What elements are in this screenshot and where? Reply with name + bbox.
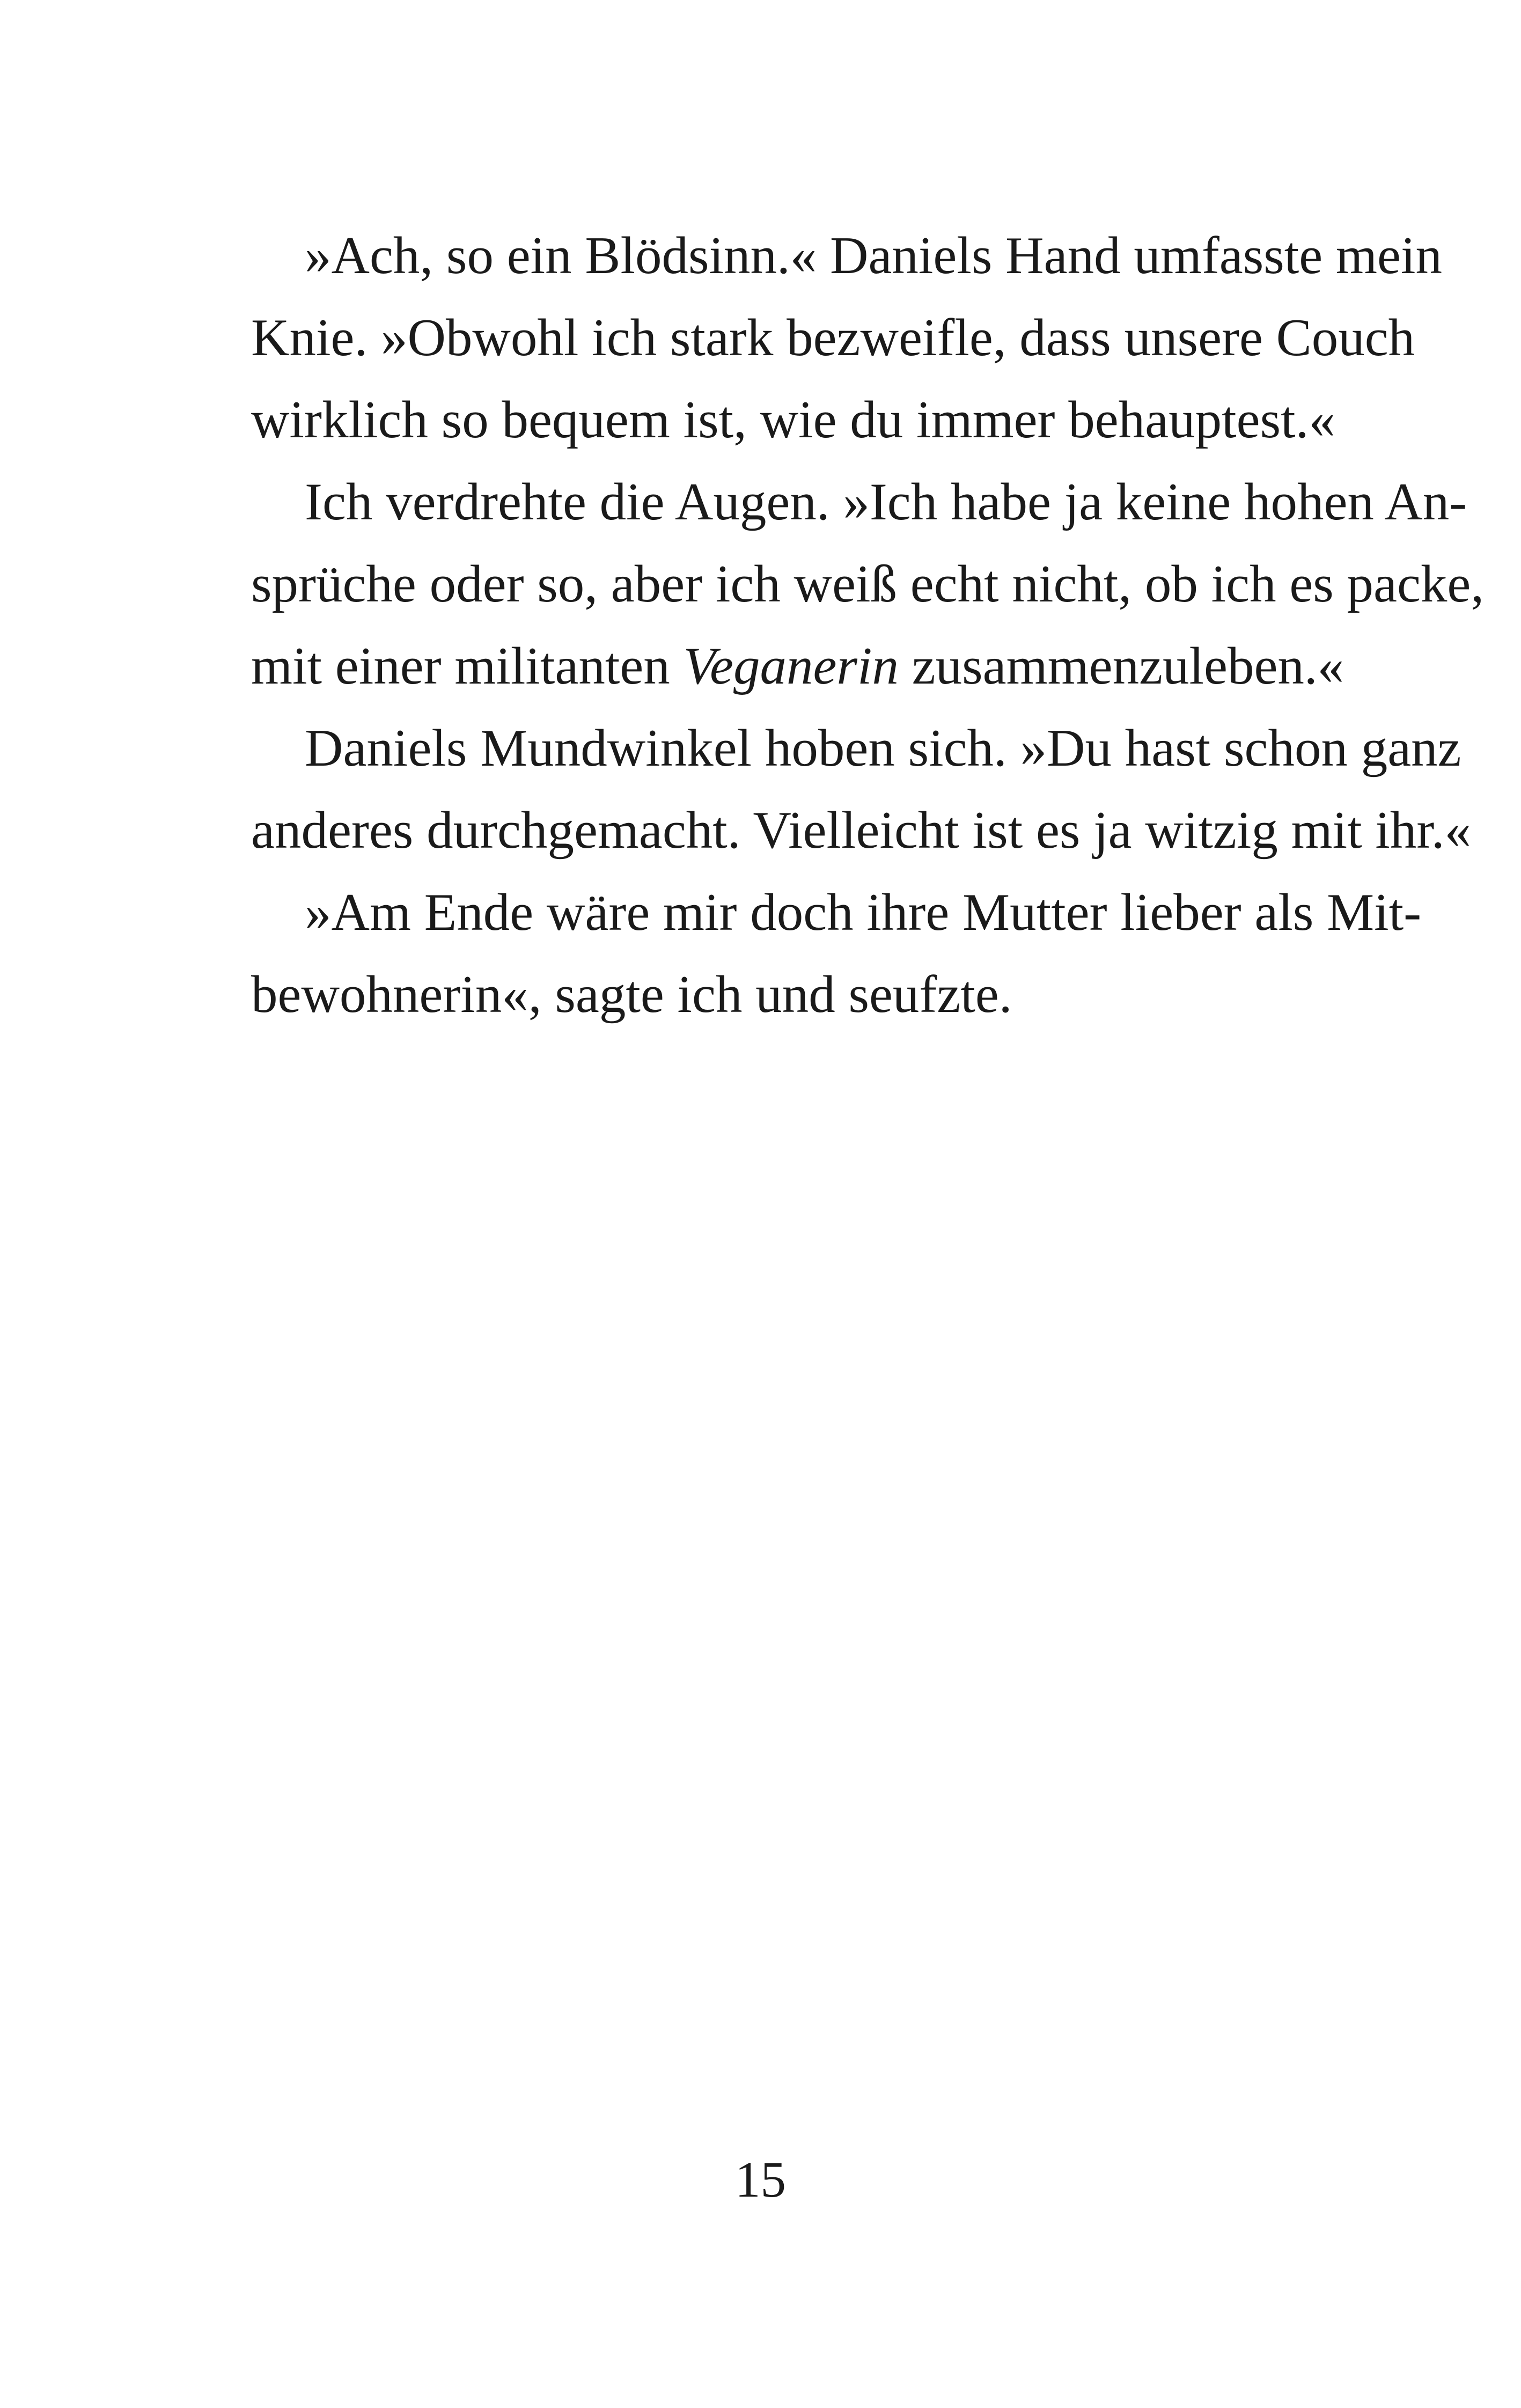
body-text	[251, 215, 1485, 1036]
text-line: wirklich so bequem ist, wie du immer behauptest.«	[251, 391, 1335, 449]
text-line: Knie. »Obwohl ich stark bezweifle, dass unsere Couch	[251, 309, 1415, 367]
text-segment: mit einer militanten	[251, 637, 684, 695]
emphasized-word: Veganerin	[683, 637, 899, 695]
text-line: Daniels Mundwinkel hoben sich. »Du hast schon ganz	[305, 719, 1461, 777]
text-line: Ich verdrehte die Augen. »Ich habe ja keine hohen An-	[305, 473, 1467, 531]
page-number: 15	[735, 2151, 786, 2208]
text-line: »Am Ende wäre mir doch ihre Mutter lieber als Mit-	[305, 883, 1422, 942]
text-line: sprüche oder so, aber ich weiß echt nicht, ob ich es packe,	[251, 555, 1485, 613]
text-line	[251, 625, 1344, 707]
text-line: »Ach, so ein Blödsinn.« Daniels Hand umfasste mein	[305, 226, 1442, 285]
text-line: anderes durchgemacht. Vielleicht ist es ja witzig mit ihr.«	[251, 801, 1472, 860]
text-line: bewohnerin«, sagte ich und seufzte.	[251, 965, 1012, 1024]
text-segment: zusammenzuleben.«	[898, 637, 1344, 695]
